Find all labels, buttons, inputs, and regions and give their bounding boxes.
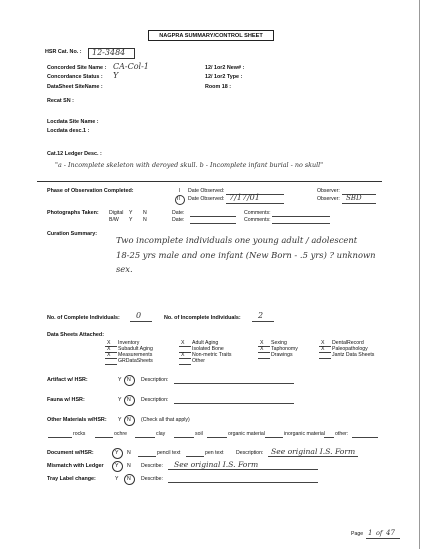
other-materials-note: (Check all that apply) [141, 417, 190, 423]
rocks-line [48, 437, 72, 438]
soil-line [174, 437, 194, 438]
document-description-value: See original I.S. Form [271, 447, 356, 456]
bw-y: Y [129, 217, 133, 223]
fauna-label: Fauna w/ HSR: [47, 397, 85, 403]
datasheet-site-label: DataSheet SiteName : [47, 84, 103, 90]
digital-y: Y [129, 210, 133, 216]
ds-col4-row1-mark: X [321, 340, 325, 346]
ds-col1-row4-label: GRDataSheets [118, 358, 153, 364]
fauna-y: Y [118, 397, 122, 403]
tray-describe-line [168, 482, 318, 483]
photo-date-line-2 [190, 223, 236, 224]
ds-col3-row2-line [258, 352, 270, 353]
concordance-status-value: Y [113, 71, 119, 80]
ds-col4-row2-label: Paleopathology [332, 346, 368, 352]
inorganic-material-label: inorganic material [284, 431, 325, 437]
photo-date-label-1: Date: [172, 210, 185, 216]
page-number: 1 [368, 529, 373, 537]
ds-col3-row3-line [258, 358, 270, 359]
ds-col1-row3-label: Measurements [118, 352, 153, 358]
digital-n: N [143, 210, 147, 216]
ds-col2-row1-label: Adult Aging [192, 340, 219, 346]
tray-n: N [127, 476, 131, 482]
date-observed-label-1: Date Observed: [188, 188, 225, 194]
ds-col3-row1-label: Sexing [271, 340, 287, 346]
new-number-label: 12/ 1or2 New# : [205, 65, 245, 71]
ds-col2-row2-label: Isolated Bone [192, 346, 224, 352]
artifact-n-circle [124, 375, 135, 386]
ds-col1-row1-mark: X [107, 340, 111, 346]
photo-date-line-1 [190, 216, 236, 217]
ds-col4-row3-line [319, 358, 331, 359]
curation-summary-label: Curation Summary: [47, 231, 98, 237]
pen-text-label: pen text [205, 450, 224, 456]
document-n: N [127, 450, 131, 456]
page-number-line [366, 538, 400, 539]
artifact-label: Artifact w/ HSR: [47, 377, 88, 383]
ds-col4-row2-line [319, 352, 331, 353]
sheet-title: NAGPRA SUMMARY/CONTROL SHEET [159, 32, 263, 39]
ds-col2-row3-label: Non-metric Traits [192, 352, 232, 358]
curation-line-2: 18-25 yrs male and one infant (New Born - .5 yrs) ? unknown [116, 250, 376, 260]
bw-label: B/W [109, 217, 119, 223]
artifact-y: Y [118, 377, 122, 383]
tray-n-circle [124, 474, 135, 485]
document-description-line [268, 456, 358, 457]
phase-i-label: I [179, 188, 181, 194]
ds-col3-row2-label: Taphonomy [271, 346, 298, 352]
ds-col4-row1-label: DentalRecord [332, 340, 364, 346]
ds-col2-row3-mark: X [181, 352, 185, 358]
complete-individuals-value: 0 [136, 311, 142, 320]
tray-describe-label: Describe: [141, 476, 163, 482]
ds-col1-row1-label: Inventory [118, 340, 140, 346]
date-observed-value: 7/17/01 [229, 193, 260, 202]
clay-label: clay [156, 431, 166, 437]
other-materials-n: N [127, 417, 131, 423]
other-materials-n-circle [124, 415, 135, 426]
room-label: Room 18 : [205, 84, 232, 90]
fauna-n-circle [124, 395, 135, 406]
photo-comments-line-2 [272, 223, 330, 224]
digital-label: Digital [109, 210, 124, 216]
ds-col3-row3-label: Drawings [271, 352, 293, 358]
rocks-label: rocks [73, 431, 86, 437]
document-description-label: Description: [236, 450, 264, 456]
ds-col2-row3-line [179, 358, 191, 359]
curation-line-3: sex. [116, 264, 133, 274]
concorded-site-value: CA-Col-1 [113, 62, 149, 71]
photo-comments-line-1 [272, 216, 330, 217]
phase-label: Phase of Observation Completed: [47, 188, 134, 194]
date-observed-label-2: Date Observed: [188, 196, 225, 202]
ds-col2-row1-line [179, 346, 191, 347]
artifact-description-label: Description: [141, 377, 169, 383]
section-divider [37, 181, 382, 182]
soil-label: soil [195, 431, 203, 437]
ds-col1-row4-line [105, 364, 117, 365]
tray-y: Y [115, 476, 119, 482]
complete-individuals-line [130, 321, 152, 322]
ds-col4-row3-label: Jantz Data Sheets [332, 352, 375, 358]
page-of-label: of [376, 529, 383, 537]
artifact-n: N [127, 377, 131, 383]
clay-line [135, 437, 155, 438]
cat12-ledger-label: Cat.12 Ledger Desc. : [47, 151, 102, 157]
bw-n: N [143, 217, 147, 223]
phase-ii-circle [175, 195, 185, 205]
ds-col2-row1-mark: X [181, 340, 185, 346]
organic-material-line [207, 437, 227, 438]
page-label: Page [351, 531, 364, 537]
curation-line-1: Two incomplete individuals one young adult / adolescent [116, 235, 358, 245]
observer-value: SBD [346, 194, 362, 202]
complete-individuals-label: No. of Complete Individuals: [47, 315, 120, 321]
observer-line-2 [342, 203, 376, 204]
mismatch-y: Y [115, 463, 119, 469]
fauna-description-line [174, 403, 294, 404]
observer-label-2: Observer: [317, 196, 340, 202]
mismatch-y-circle [112, 461, 123, 472]
hsr-cat-label: HSR Cat. No. : [45, 49, 82, 55]
mismatch-n: N [127, 463, 131, 469]
concordance-status-label: Concordance Status : [47, 74, 103, 80]
ds-col2-row4-line [179, 364, 191, 365]
photo-comments-label-2: Comments: [244, 217, 271, 223]
photographs-label: Photographs Taken: [47, 210, 99, 216]
photo-date-label-2: Date: [172, 217, 185, 223]
organic-material-label: organic material [228, 431, 265, 437]
other-materials-y: Y [118, 417, 122, 423]
inorganic-material-line [265, 437, 283, 438]
other-materials-label: Other Materials w/HSR: [47, 417, 107, 423]
artifact-description-line [174, 383, 294, 384]
datasheets-label: Data Sheets Attached: [47, 332, 105, 338]
mismatch-describe-label: Describe: [141, 463, 163, 469]
hsr-cat-value: 12-3484 [92, 48, 126, 57]
photo-comments-label-1: Comments: [244, 210, 271, 216]
mismatch-label: Mismatch with Ledger [47, 463, 104, 469]
fauna-n: N [127, 397, 131, 403]
sheet-title-box [148, 30, 274, 41]
tray-label-label: Tray Label change: [47, 476, 96, 482]
recat-label: Recat SN : [47, 98, 74, 104]
locdata-site-label: Locdata Site Name : [47, 119, 99, 125]
ds-col1-row3-line [105, 358, 117, 359]
ochre-line [95, 437, 113, 438]
concorded-site-label: Concorded Site Name : [47, 65, 107, 71]
ds-col3-row1-mark: X [260, 340, 264, 346]
scan-edge [419, 0, 420, 549]
observer-label-1: Observer: [317, 188, 340, 194]
ds-col3-row2-mark: X [260, 346, 264, 352]
mismatch-describe-line [168, 469, 318, 470]
ochre-label: ochre [114, 431, 127, 437]
locdata-desc-label: Locdata desc.1 : [47, 128, 90, 134]
page-total: 47 [386, 529, 395, 537]
incomplete-individuals-value: 2 [258, 311, 264, 320]
ds-col2-row4-label: Other [192, 358, 205, 364]
document-y: Y [115, 450, 119, 456]
pencil-text-line [138, 456, 156, 457]
pen-text-line [186, 456, 204, 457]
other-value-line [352, 437, 378, 438]
mismatch-describe-value: See original I.S. Form [174, 460, 259, 469]
fauna-description-label: Description: [141, 397, 169, 403]
incomplete-individuals-line [252, 321, 274, 322]
cat12-ledger-value: "a - Incomplete skeleton with deroyed skull. b - Incomplete infant burial - no skull" [55, 161, 324, 169]
pencil-text-label: pencil text [157, 450, 181, 456]
other-line [324, 437, 334, 438]
document-y-circle [112, 448, 123, 459]
ds-col4-row2-mark: X [321, 346, 325, 352]
phase-ii-label: II [177, 196, 180, 202]
other-label: other: [335, 431, 349, 437]
incomplete-individuals-label: No. of Incomplete Individuals: [164, 315, 241, 321]
ds-col1-row3-mark: X [107, 352, 111, 358]
ds-col1-row2-mark: X [107, 346, 111, 352]
type-label: 12/ 1or2 Type : [205, 74, 243, 80]
ds-col1-row2-label: Subadult Aging [118, 346, 153, 352]
document-label: Document w/HSR: [47, 450, 94, 456]
date-line-2 [226, 203, 284, 204]
